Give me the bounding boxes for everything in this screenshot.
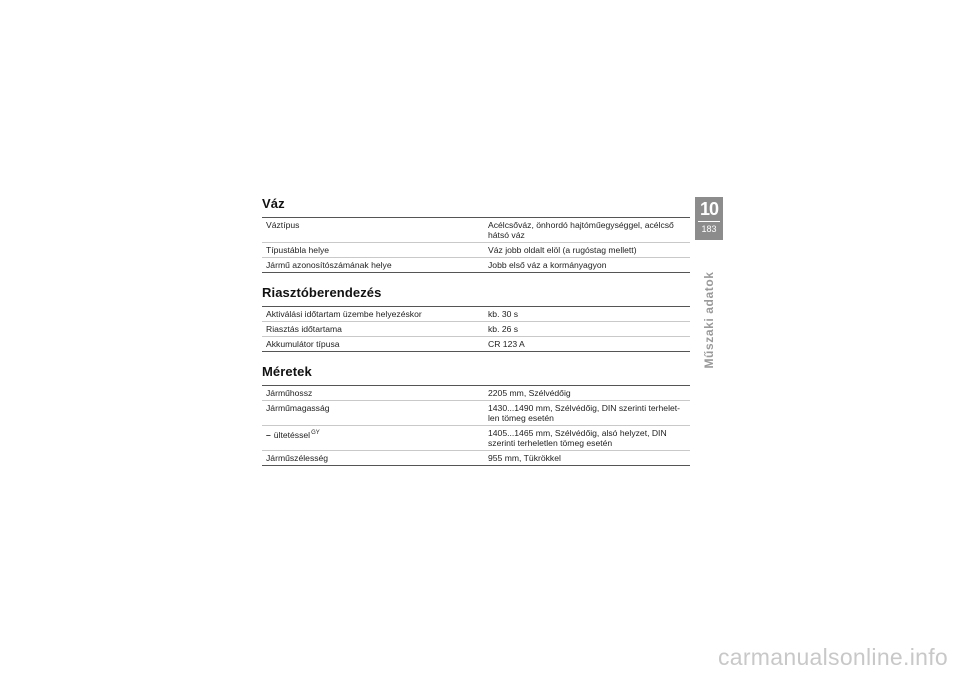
row-label: Járműhossz: [262, 386, 482, 401]
page-number: 183: [701, 224, 717, 234]
section-title: Váz: [262, 196, 285, 211]
table-row: [262, 218, 690, 243]
table-row: [262, 401, 690, 426]
table-row: [262, 451, 690, 466]
section-title: Riasztóberendezés: [262, 285, 382, 300]
table-row: [262, 386, 690, 401]
row-label: Járműmagasság: [262, 401, 482, 426]
row-value: 1430...1490 mm, Szélvédőig, DIN szerinti terhelet-len tömeg esetén: [482, 401, 690, 426]
row-label-option: [262, 426, 482, 451]
row-label: Riasztás időtartama: [262, 322, 482, 337]
row-value: Acélcsőváz, önhordó hajtóműegységgel, acélcső hátsó váz: [482, 218, 690, 243]
chapter-tab: [695, 197, 723, 240]
row-label: Akkumulátor típusa: [262, 337, 482, 352]
row-label: Aktiválási időtartam üzembe helyezéskor: [262, 307, 482, 322]
row-label: Jármű azonosítószámának helye: [262, 258, 482, 273]
chapter-title-text: Műszaki adatok: [702, 271, 716, 369]
chapter-number: 10: [699, 199, 719, 219]
row-label: Váztípus: [262, 218, 482, 243]
spec-table-frame: [262, 217, 690, 273]
spec-table-alarm: [262, 306, 690, 352]
row-value: Jobb első váz a kormányagyon: [482, 258, 690, 273]
row-value: kb. 26 s: [482, 322, 690, 337]
row-value: 2205 mm, Szélvédőig: [482, 386, 690, 401]
dash-marker: –: [266, 430, 271, 440]
row-value: 1405...1465 mm, Szélvédőig, alsó helyzet, DIN szerinti terheletlen tömeg esetén: [482, 426, 690, 451]
row-label-text: ültetéssel: [273, 430, 311, 440]
row-value: 955 mm, Tükrökkel: [482, 451, 690, 466]
section-alarm: [262, 285, 690, 352]
row-label: Típustábla helye: [262, 243, 482, 258]
spec-table-dimensions: [262, 385, 690, 466]
row-label: Járműszélesség: [262, 451, 482, 466]
table-row: [262, 322, 690, 337]
spec-content: [262, 196, 690, 466]
chapter-divider: [698, 221, 720, 222]
option-note: GY: [311, 430, 320, 436]
table-row: [262, 337, 690, 352]
table-row: [262, 258, 690, 273]
section-dimensions: [262, 364, 690, 466]
table-row: [262, 307, 690, 322]
watermark: carmanualsonline.info: [717, 644, 948, 670]
row-value: CR 123 A: [482, 337, 690, 352]
section-frame: [262, 196, 690, 273]
table-row: [262, 426, 690, 451]
table-row: [262, 243, 690, 258]
section-title: Méretek: [262, 364, 312, 379]
row-value: kb. 30 s: [482, 307, 690, 322]
row-value: Váz jobb oldalt elöl (a rugóstag mellett): [482, 243, 690, 258]
